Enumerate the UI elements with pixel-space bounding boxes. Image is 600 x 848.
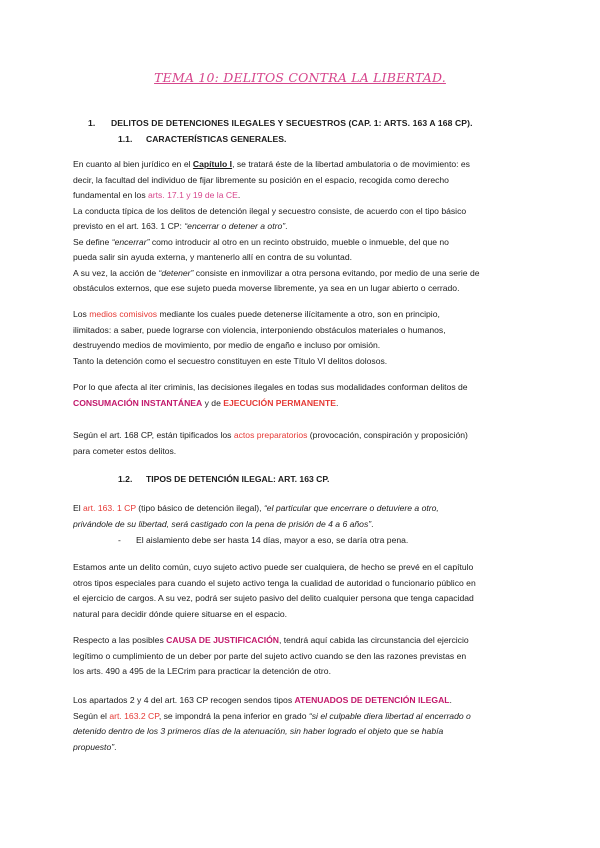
- paragraph-atenuados: [73, 693, 527, 755]
- text-line: CONSUMACIÓN INSTANTÁNEA y de EJECUCIÓN PERMANENTE.: [73, 397, 339, 408]
- text-line: Los medios comisivos mediante los cuales puede detenerse ilícitamente a otro, son en principio,: [73, 309, 440, 319]
- section-label: CARACTERÍSTICAS GENERALES.: [146, 134, 287, 144]
- document-title: TEMA 10: DELITOS CONTRA LA LIBERTAD.: [154, 70, 446, 85]
- text-line: Se define “encerrar” como introducir al otro en un recinto obstruido, mueble o inmueble, del que no: [73, 236, 449, 247]
- text-line: El art. 163. 1 CP (tipo básico de detención ilegal), “el particular que encerrare o detuviere a otro,: [73, 503, 439, 513]
- paragraph-bien-juridico: [73, 157, 527, 297]
- text-line: natural para decidir dónde quiere situarse en el espacio.: [73, 608, 288, 619]
- text-line: el ejercicio de cargos. A su vez, podrá ser sujeto pasivo del delito cualquier persona que tenga capacidad: [73, 593, 474, 603]
- section-heading-1-1: [118, 134, 286, 144]
- paragraph-sujeto-activo: [73, 560, 527, 622]
- text-line: En cuanto al bien jurídico en el Capítulo I, se tratará éste de la libertad ambulatoria o de movimiento: es: [73, 159, 470, 169]
- text-line: Según el art. 168 CP, están tipificados los actos preparatorios (provocación, conspiración y proposición): [73, 430, 468, 440]
- text-line: Estamos ante un delito común, cuyo sujeto activo puede ser cualquiera, de hecho se prevé en el capítulo: [73, 562, 474, 572]
- text-line: obstáculos externos, que ese sujeto pueda moverse libremente, ya sea en un lugar abierto o cerrado.: [73, 283, 460, 293]
- text-line: Según el art. 163.2 CP, se impondrá la pena inferior en grado “si el culpable diera libertad al encerrado o: [73, 710, 471, 721]
- section-number: 1.: [88, 118, 96, 128]
- text-line: privándole de su libertad, será castigado con la pena de prisión de 4 a 6 años”.: [73, 518, 374, 529]
- section-heading-1: [88, 118, 473, 128]
- paragraph-iter-criminis: [73, 380, 527, 411]
- text-line: detenido dentro de los 3 primeros días de la atenuación, sin haber logrado el objeto que se había: [73, 726, 444, 736]
- text-line: otros tipos especiales para cuando el sujeto activo tenga la cualidad de autoridad o funcionario público en: [73, 577, 476, 588]
- paragraph-tipo-basico: [73, 501, 527, 532]
- text-line: Respecto a las posibles CAUSA DE JUSTIFICACIÓN, tendrá aquí cabida las circunstancia del ejercicio: [73, 635, 469, 645]
- section-label: TIPOS DE DETENCIÓN ILEGAL: ART. 163 CP.: [146, 474, 330, 484]
- section-heading-1-2: [118, 474, 329, 484]
- text-line: para cometer estos delitos.: [73, 445, 177, 456]
- text-line: Los apartados 2 y 4 del art. 163 CP recogen sendos tipos ATENUADOS DE DETENCIÓN ILEGAL.: [73, 695, 452, 705]
- section-number: 1.1.: [118, 134, 133, 144]
- text-line: propuesto”.: [73, 741, 117, 752]
- text-line: Por lo que afecta al iter criminis, las decisiones ilegales en todas sus modalidades conforman delitos de: [73, 382, 468, 392]
- text-line: La conducta típica de los delitos de detención ilegal y secuestro consiste, de acuerdo con el tipo básico: [73, 205, 467, 216]
- text-line: fundamental en los arts. 17.1 y 19 de la CE.: [73, 190, 241, 200]
- paragraph-actos-preparatorios: [73, 428, 527, 459]
- bullet-text: El aislamiento debe ser hasta 14 días, mayor a eso, se daría otra pena.: [136, 535, 409, 545]
- text-line: legítimo o cumplimiento de un deber por parte del sujeto activo cuando se den las razones previstas en: [73, 650, 467, 661]
- text-line: decir, la facultad del individuo de fijar libremente su posición en el espacio, recogida como derecho: [73, 174, 449, 185]
- bullet-marker: -: [118, 535, 121, 545]
- text-line: ilimitados: a saber, puede lograrse con violencia, interponiendo obstáculos materiales o humanos,: [73, 324, 446, 335]
- text-line: los arts. 490 a 495 de la LECrim para practicar la detención de otro.: [73, 666, 331, 676]
- text-line: A su vez, la acción de “detener” consiste en inmovilizar a otra persona evitando, por medio de una serie de: [73, 267, 480, 278]
- text-line: previsto en el art. 163. 1 CP: “encerrar o detener a otro”.: [73, 221, 288, 231]
- bullet-item: [118, 535, 408, 545]
- text-line: pueda salir sin ayuda externa, y mantenerlo allí en contra de su voluntad.: [73, 252, 352, 262]
- paragraph-causa-justificacion: [73, 633, 527, 680]
- text-line: Tanto la detención como el secuestro constituyen en este Título VI delitos dolosos.: [73, 355, 388, 366]
- section-number: 1.2.: [118, 474, 133, 484]
- paragraph-medios-comisivos: [73, 307, 527, 369]
- section-label: DELITOS DE DETENCIONES ILEGALES Y SECUESTROS (CAP. 1: ARTS. 163 A 168 CP).: [111, 118, 473, 128]
- text-line: destruyendo medios de movimiento, por medio de engaño e incluso por omisión.: [73, 340, 381, 350]
